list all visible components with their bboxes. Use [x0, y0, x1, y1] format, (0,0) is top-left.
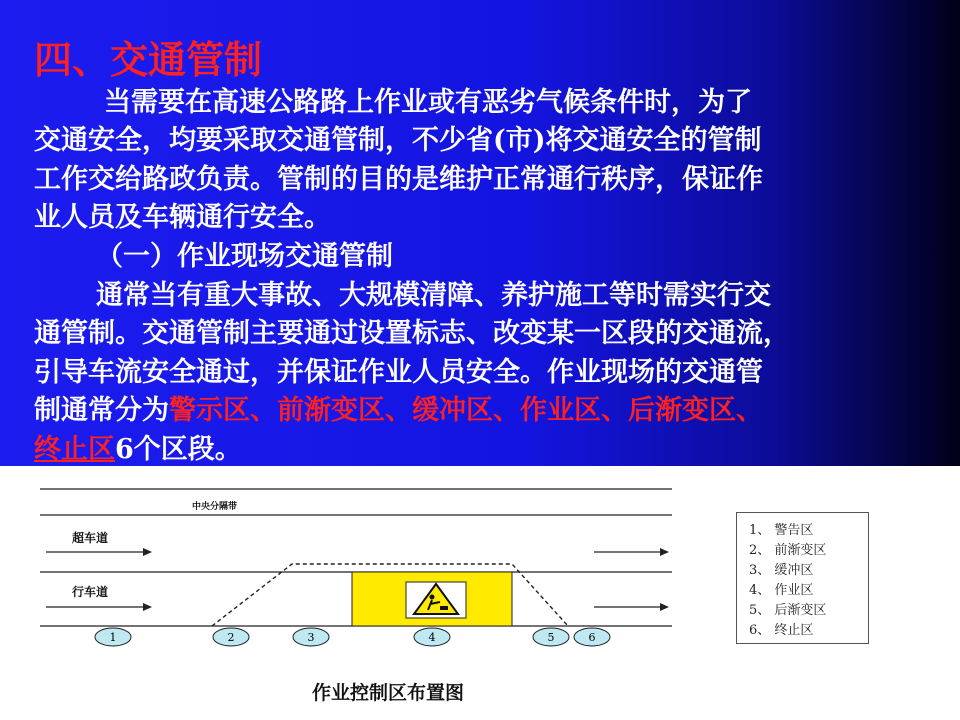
paragraph-2-line-3: 引导车流安全通过，并保证作业人员安全。作业现场的交通管	[34, 357, 763, 388]
driving-lane-label: 行车道	[72, 585, 109, 599]
zone-number-5: 5	[547, 631, 555, 644]
legend-item-end: 6、 终止区	[749, 623, 814, 638]
paragraph-2-line-5	[34, 431, 934, 470]
overtaking-lane-label: 超车道	[72, 531, 109, 545]
slide-title: 四、交通管制	[34, 37, 263, 82]
driving-lane-arrow-left	[46, 603, 152, 611]
median-label: 中央分隔带	[192, 502, 238, 512]
legend-item-buffer: 3、 缓冲区	[749, 563, 814, 578]
paragraph-1-line-4: 业人员及车辆通行安全。	[34, 202, 331, 233]
zone-number-1: 1	[109, 631, 117, 644]
overtaking-lane-arrow-right	[594, 548, 669, 556]
zone-marker-3	[293, 628, 329, 646]
paragraph-1-line-2: 交通安全，均要采取交通管制，不少省(市)将交通安全的管制	[34, 125, 762, 156]
paragraph-1-line-3: 工作交给路政负责。管制的目的是维护正常通行秩序，保证作	[34, 164, 763, 195]
driving-lane-arrow-right	[594, 603, 669, 611]
zone-number-3: 3	[307, 631, 315, 644]
zone-marker-1	[95, 628, 131, 646]
overtaking-lane-arrow-left	[46, 548, 152, 556]
zone-marker-4	[414, 628, 450, 646]
subheading: （一）作业现场交通管制	[96, 241, 393, 272]
end-zone-highlight: 终止区	[34, 434, 115, 465]
paragraph-2-line-4	[34, 392, 934, 431]
paragraph-2-line-2: 通管制。交通管制主要通过设置标志、改变某一区段的交通流，	[34, 318, 790, 349]
zone-number-2: 2	[227, 631, 235, 644]
line-4-prefix: 制通常分为	[34, 395, 169, 426]
legend-item-warning: 1、 警告区	[749, 523, 814, 538]
legend-item-rear-taper: 5、 后渐变区	[749, 603, 827, 618]
legend-item-front-taper: 2、 前渐变区	[749, 543, 827, 558]
paragraph-2-line-1: 通常当有重大事故、大规模清障、养护施工等时需实行交	[96, 280, 771, 311]
zone-number-6: 6	[588, 631, 596, 644]
zone-marker-6	[574, 628, 610, 646]
line-5-suffix: 6个区段。	[115, 434, 242, 465]
legend-item-work: 4、 作业区	[749, 583, 814, 598]
zone-number-4: 4	[428, 631, 436, 644]
zone-marker-2	[213, 628, 249, 646]
zone-marker-5	[533, 628, 569, 646]
paragraph-1-line-1: 当需要在高速公路路上作业或有恶劣气候条件时，为了	[104, 87, 752, 118]
zone-legend	[736, 512, 869, 644]
road-work-sign-icon	[406, 582, 466, 618]
zone-list-highlight: 警示区、前渐变区、缓冲区、作业区、后渐变区、	[169, 395, 763, 426]
diagram-caption: 作业控制区布置图	[312, 682, 465, 704]
